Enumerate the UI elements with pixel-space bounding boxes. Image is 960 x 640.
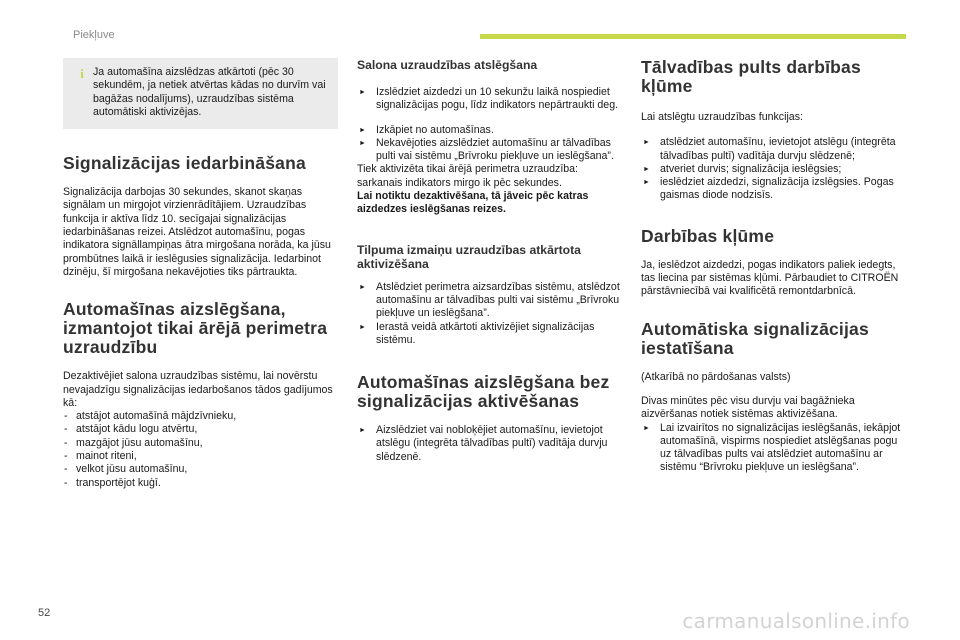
list-item: - mazgājot jūsu automašīnu,: [63, 437, 338, 450]
section-title-lock-without-alarm: Automašīnas aizslēgšana bez signalizācijas aktivēšanas: [357, 372, 610, 412]
list-item: ► Izkāpiet no automašīnas.: [357, 124, 625, 137]
header-accent-bar: [480, 34, 906, 39]
interior-off-text: Tiek aktivizēta tikai ārējā perimetra uzraudzība: sarkanais indikators mirgo ik pēc sekundes.: [357, 163, 578, 189]
section-title-remote-failure: Tālvadības pults darbības kļūme: [641, 57, 861, 96]
column-middle: [357, 58, 625, 464]
list-item: ► Ierastā veidā atkārtoti aktivizējiet signalizācijas sistēmu.: [357, 321, 625, 348]
page-number: 52: [38, 607, 51, 619]
automatic-alarm-text: Divas minūtes pēc visu durvju vai bagāžnieka aizvēršanas notiek sistēmas aktivizēšana.: [641, 394, 855, 421]
list-item: ► Atslēdziet perimetra aizsardzības sistēmu, atslēdzot automašīnu ar tālvadības pulti vai sistēmu „Brīvroku piekļuve un ieslēgšana”.: [357, 281, 625, 321]
watermark: carmanualsonline.info: [682, 609, 910, 633]
alarm-triggering-text: Signalizācija darbojas 30 sekundes, skanot skaņas signālam un mirgojot virzienrādītājiem. Uzraudzības funkcija ir aktīva līdz 10. secīgajai signalizācijas iedarbināšanas reizei. Atslēdzot automašīnu, pogas indikatora signāllampiņas ātra mirgošana norāda, ka jūsu prombūtnes laikā ir ieslēgusies signalizācija. Iedarbinot dzinēju, šī mirgošana nekavējoties tiks pārtraukta.: [63, 186, 331, 278]
section-title-perimeter-only-locking: Automašīnas aizslēgšana, izmantojot tikai ārējā perimetra uzraudzību: [63, 299, 328, 358]
reactivation-steps: [357, 281, 625, 347]
list-item: ► Lai izvairītos no signalizācijas ieslēgšanās, iekāpjot automašīnā, vispirms nospiediet atslēgšanas pogu uz tālvadības pults vai atslēdziet automašīnu ar sistēmu “Brīvroku piekļuve un ieslēgšana”.: [641, 422, 911, 475]
section-title-volumetric-reactivation: Tilpuma izmaiņu uzraudzības atkārtota aktivizēšana: [357, 242, 581, 271]
interior-off-steps-b: [357, 124, 625, 164]
list-item: ► atveriet durvis; signalizācija ieslēgsies;: [641, 163, 911, 176]
remote-failure-intro: Lai atslēgtu uzraudzības funkcijas:: [641, 111, 803, 123]
lock-without-alarm-steps: [357, 424, 625, 464]
list-item: - mainot riteni,: [63, 450, 338, 463]
perimeter-only-intro: Dezaktivējiet salona uzraudzības sistēmu, lai novērstu nevajadzīgu signalizācijas iedarbošanos tādos gadījumos kā:: [63, 370, 333, 409]
list-item: ► ieslēdziet aizdedzi, signalizācija izslēgsies. Pogas gaismas diode nodzisīs.: [641, 176, 911, 203]
list-item: - transportējot kuģī.: [63, 477, 338, 490]
automatic-alarm-steps: [641, 422, 911, 475]
malfunction-text: Ja, ieslēdzot aizdedzi, pogas indikators paliek iedegts, tas liecina par sistēmas kļūmi. Pārbaudiet to CITROËN pārstāvniecībā vai kvalificētā remontdarbnīcā.: [641, 258, 899, 298]
info-note-text: Ja automašīna aizslēdzas atkārtoti (pēc 30 sekundēm, ja netiek atvērtas kādas no durvīm vai bagāžas nodalījums), uzraudzības sistēma automātiski aktivizējas.: [93, 66, 326, 118]
section-title-alarm-triggering: Signalizācijas iedarbināšana: [63, 153, 306, 174]
automatic-alarm-note: (Atkarībā no pārdošanas valsts): [641, 370, 791, 383]
list-item: - atstājot automašīnā mājdzīvnieku,: [63, 410, 338, 423]
info-icon: i: [80, 66, 84, 81]
page-header-title: Piekļuve: [73, 29, 115, 41]
info-note: [63, 58, 338, 129]
column-left: [63, 58, 338, 490]
remote-failure-steps: [641, 136, 911, 202]
list-item: - velkot jūsu automašīnu,: [63, 463, 338, 476]
list-item: ► Aizslēdziet vai nobloķējiet automašīnu, ievietojot atslēgu (integrēta tālvadības pultī) vadītāja durvju slēdzenē.: [357, 424, 625, 464]
list-item: ► Nekavējoties aizslēdziet automašīnu ar tālvadības pulti vai sistēmu „Brīvroku piekļuve un ieslēgšana”.: [357, 137, 625, 164]
section-title-malfunction: Darbības kļūme: [641, 225, 775, 246]
list-item: ► Izslēdziet aizdedzi un 10 sekunžu laikā nospiediet signalizācijas pogu, līdz indikators nepārtraukti deg.: [357, 86, 625, 113]
section-title-interior-monitoring-off: Salona uzraudzības atslēgšana: [357, 58, 538, 72]
column-right: [641, 58, 911, 475]
list-item: - atstājot kādu logu atvērtu,: [63, 423, 338, 436]
perimeter-only-list: [63, 410, 338, 490]
section-title-automatic-alarm: Automātiska signalizācijas iestatīšana: [641, 318, 869, 358]
interior-off-steps-a: [357, 86, 625, 113]
list-item: ► atslēdziet automašīnu, ievietojot atslēgu (integrēta tālvadības pultī) vadītāja durvju slēdzenē;: [641, 136, 911, 163]
interior-off-warning: Lai notiktu dezaktivēšana, tā jāveic pēc katras aizdedzes ieslēgšanas reizes.: [357, 190, 589, 216]
